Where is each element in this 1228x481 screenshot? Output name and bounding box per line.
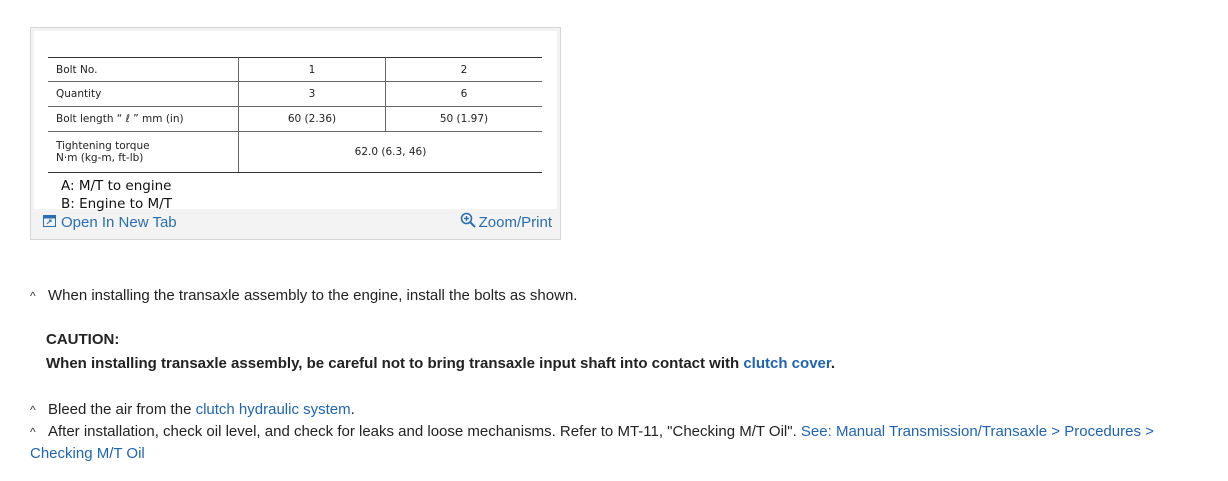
manual-transmission-procedures-link[interactable]: See: Manual Transmission/Transaxle > Procedures > xyxy=(800,423,1154,440)
caution-title: CAUTION: xyxy=(46,331,120,348)
checking-mt-oil-line xyxy=(30,443,145,465)
new-tab-icon xyxy=(43,214,56,231)
clutch-cover-link[interactable]: clutch cover xyxy=(743,355,831,372)
caution-end: . xyxy=(830,355,836,372)
legend-b: B: Engine to M/T xyxy=(61,196,172,212)
table-cell: Bolt No. xyxy=(48,58,239,82)
instruction-text: When installing the transaxle assembly to the engine, install the bolts as shown. xyxy=(48,287,578,304)
zoom-print-link[interactable] xyxy=(460,212,552,232)
instruction-after-installation xyxy=(30,421,1154,443)
bleed-end: . xyxy=(350,401,355,418)
caret-icon: ^ xyxy=(30,289,36,303)
table-cell: 60 (2.36) xyxy=(239,107,386,132)
caret-icon: ^ xyxy=(30,425,36,439)
torque-label-line1: Tightening torque xyxy=(56,140,150,152)
caution-block xyxy=(46,329,835,375)
figure-container xyxy=(30,27,561,240)
table-cell: 6 xyxy=(386,82,543,107)
open-in-new-tab-link[interactable] xyxy=(43,214,177,231)
table-cell: 50 (1.97) xyxy=(386,107,543,132)
instruction-install-bolts xyxy=(30,285,577,307)
legend-a: A: M/T to engine xyxy=(61,178,172,194)
instruction-bleed-air xyxy=(30,399,355,421)
table-cell: 2 xyxy=(386,58,543,82)
bleed-text: Bleed the air from the xyxy=(48,401,196,418)
table-cell: 1 xyxy=(239,58,386,82)
bolt-spec-table xyxy=(48,57,542,173)
figure-image xyxy=(34,31,557,212)
clutch-hydraulic-system-link[interactable]: clutch hydraulic system xyxy=(195,401,351,418)
table-cell: Quantity xyxy=(48,82,239,107)
caution-body: When installing transaxle assembly, be careful not to bring transaxle input shaft into contact with xyxy=(46,355,744,372)
zoom-icon xyxy=(460,212,476,232)
zoom-print-label: Zoom/Print xyxy=(478,213,552,231)
table-cell xyxy=(48,132,239,173)
table-row xyxy=(48,132,542,173)
checking-mt-oil-link[interactable]: Checking M/T Oil xyxy=(30,445,145,462)
table-row xyxy=(48,107,542,132)
torque-value: 62.0 (6.3, 46) xyxy=(239,132,543,173)
table-row xyxy=(48,82,542,107)
caution-text xyxy=(46,353,835,375)
table-row xyxy=(48,58,542,82)
after-text: After installation, check oil level, and check for leaks and loose mechanisms. Refer to MT-11, "Checking M/T Oil". xyxy=(48,423,801,440)
torque-label-line2: N·m (kg-m, ft-lb) xyxy=(56,152,144,164)
table-cell: 3 xyxy=(239,82,386,107)
open-in-new-tab-label: Open In New Tab xyxy=(61,214,177,231)
table-cell: Bolt length “ ℓ ” mm (in) xyxy=(48,107,239,132)
figure-legend xyxy=(61,177,172,213)
caret-icon: ^ xyxy=(30,403,36,417)
